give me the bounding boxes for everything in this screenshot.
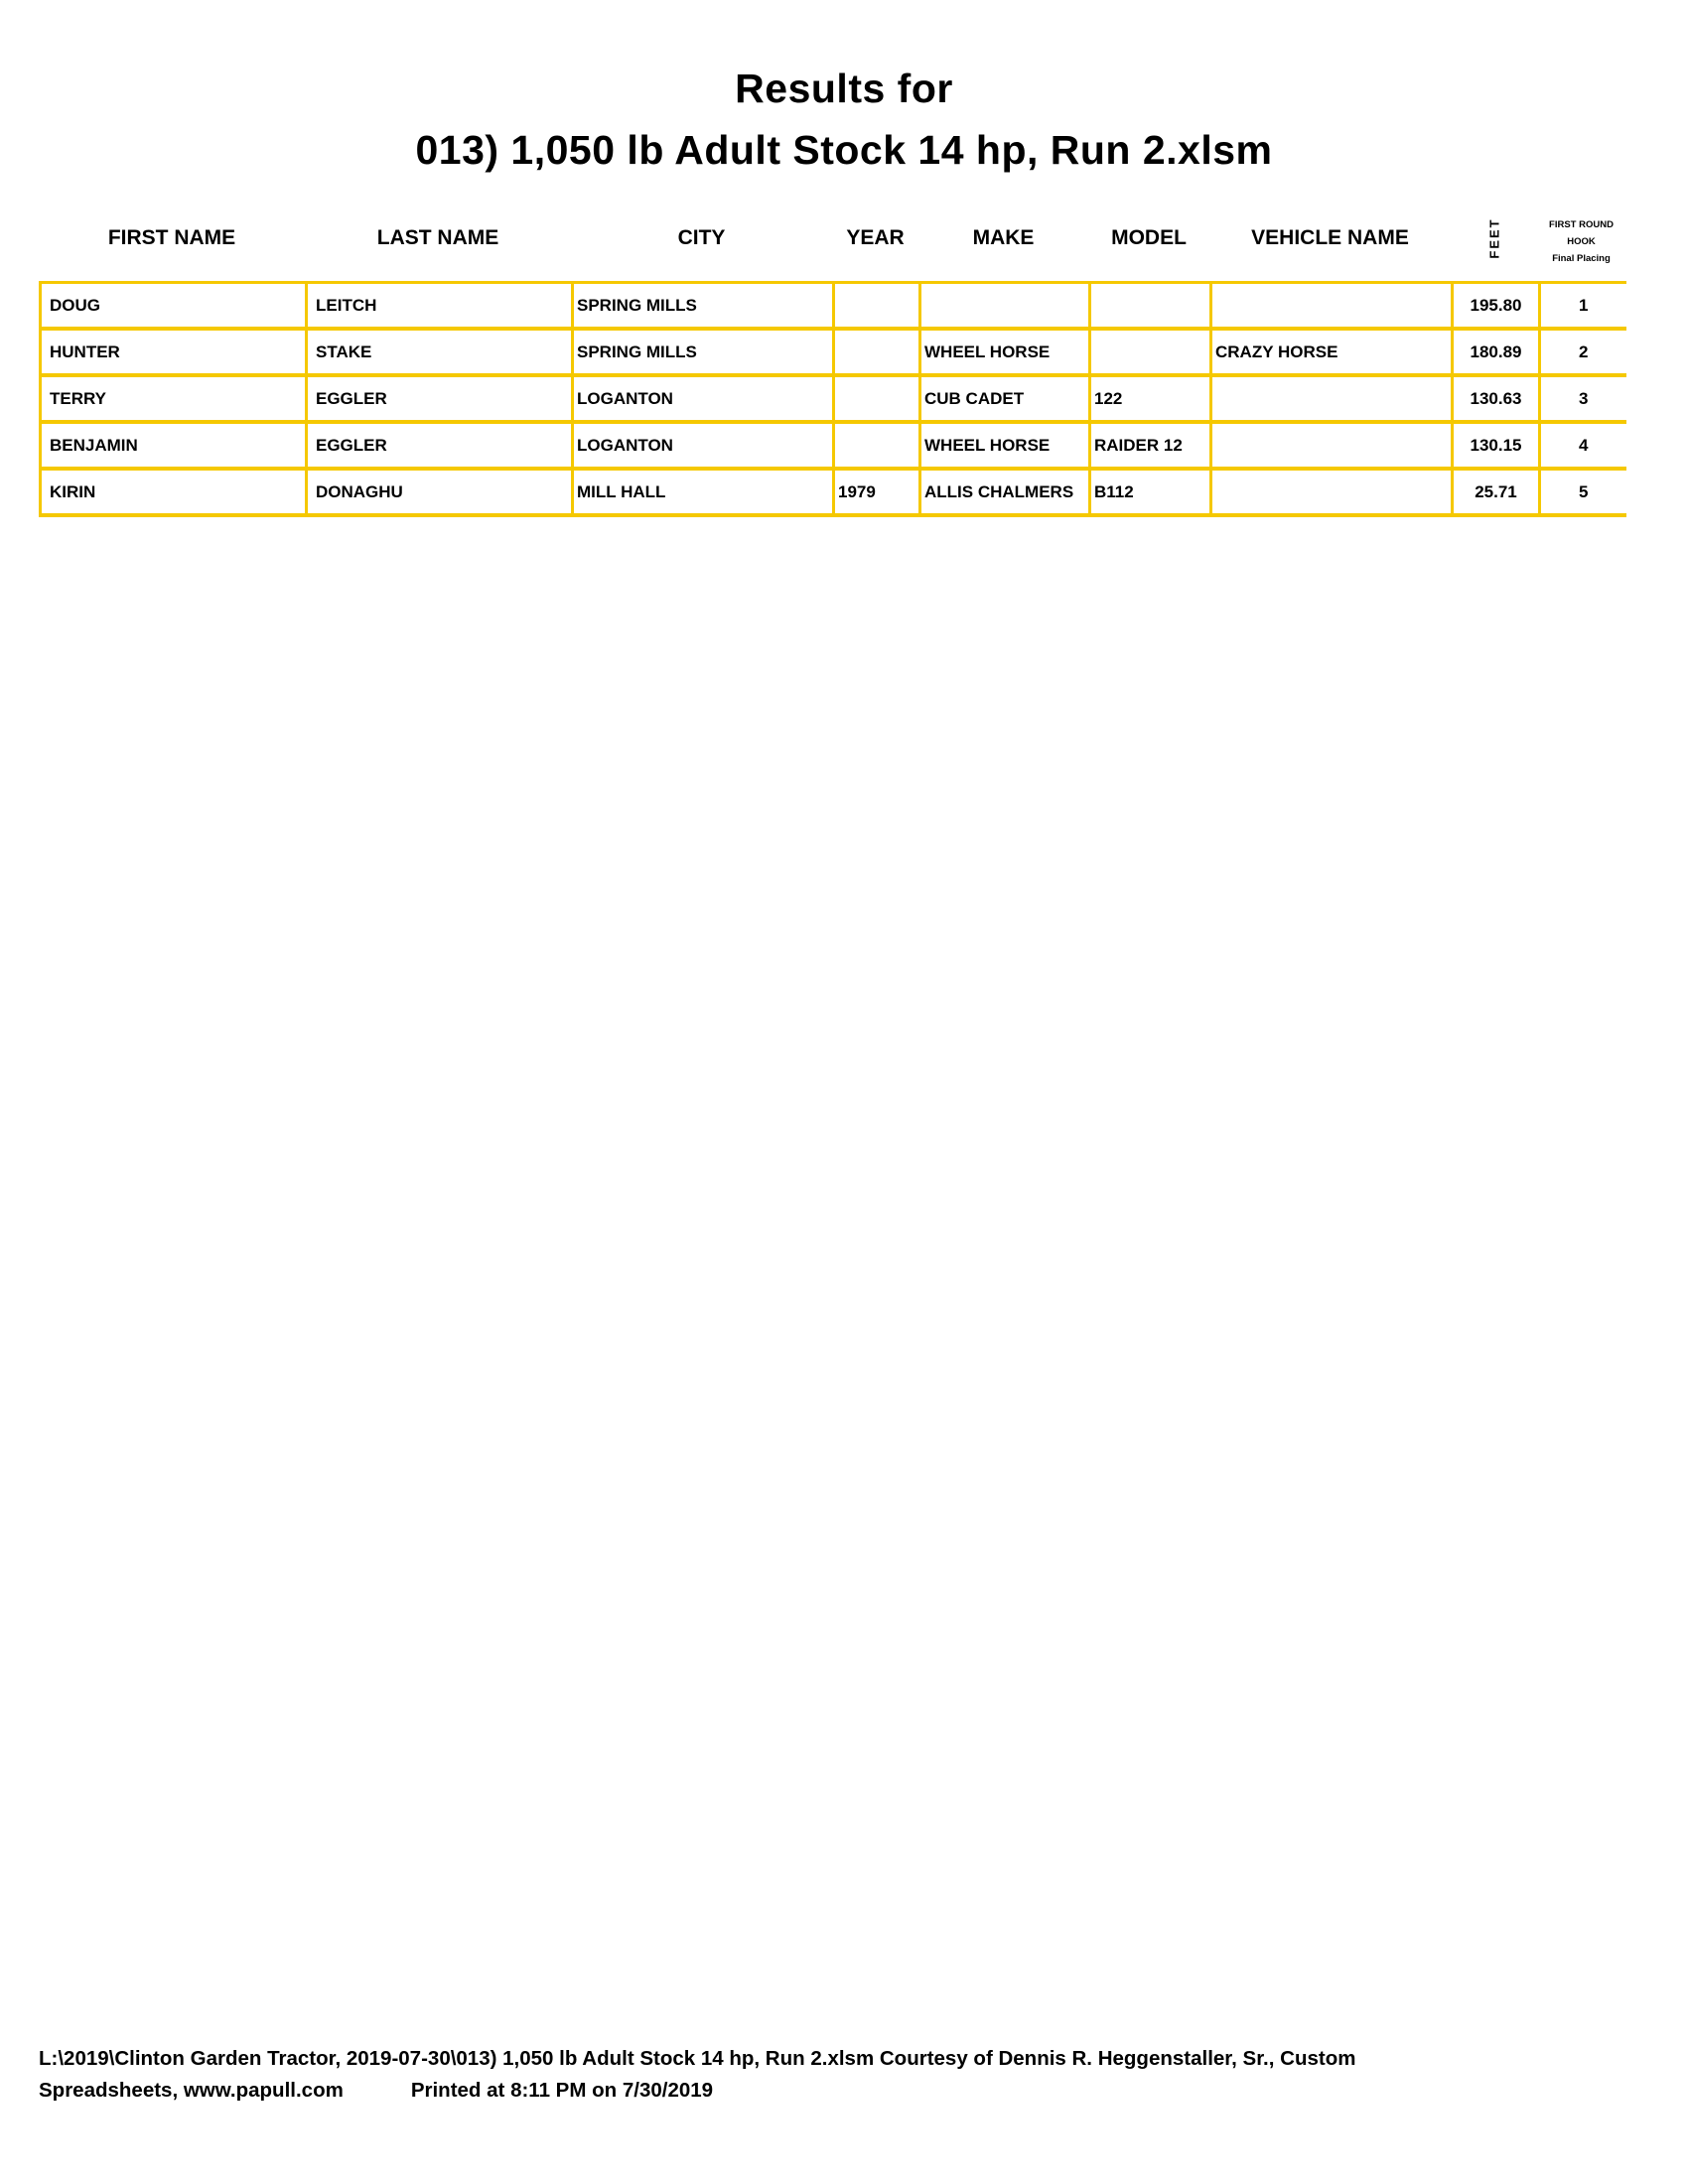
- cell-city: LOGANTON: [573, 375, 834, 422]
- cell-model: B112: [1090, 469, 1211, 515]
- header-first-name: FIRST NAME: [107, 226, 236, 249]
- cell-first: DOUG: [41, 283, 307, 330]
- header-first-round-hook: [1538, 216, 1624, 267]
- cell-city: SPRING MILLS: [573, 329, 834, 375]
- cell-first: BENJAMIN: [41, 422, 307, 469]
- cell-make: [920, 283, 1090, 330]
- cell-year: [834, 283, 920, 330]
- cell-make: WHEEL HORSE: [920, 329, 1090, 375]
- cell-first: HUNTER: [41, 329, 307, 375]
- cell-last: LEITCH: [307, 283, 573, 330]
- cell-city: MILL HALL: [573, 469, 834, 515]
- cell-model: [1090, 329, 1211, 375]
- table-row: [41, 375, 1626, 422]
- cell-year: 1979: [834, 469, 920, 515]
- cell-feet: 25.71: [1453, 469, 1540, 515]
- cell-place: 1: [1540, 283, 1626, 330]
- footer-line-2: [39, 2075, 1647, 2107]
- cell-make: WHEEL HORSE: [920, 422, 1090, 469]
- cell-vehicle: [1211, 375, 1453, 422]
- cell-last: DONAGHU: [307, 469, 573, 515]
- cell-last: EGGLER: [307, 375, 573, 422]
- cell-place: 2: [1540, 329, 1626, 375]
- cell-place: 5: [1540, 469, 1626, 515]
- footer: [39, 2043, 1647, 2107]
- cell-feet: 130.63: [1453, 375, 1540, 422]
- footer-printed-at: Printed at 8:11 PM on 7/30/2019: [410, 2079, 714, 2102]
- cell-model: 122: [1090, 375, 1211, 422]
- title-line-2: 013) 1,050 lb Adult Stock 14 hp, Run 2.xlsm: [415, 127, 1273, 173]
- cell-year: [834, 329, 920, 375]
- header-hook-line2: HOOK: [1567, 236, 1596, 247]
- cell-year: [834, 422, 920, 469]
- cell-model: RAIDER 12: [1090, 422, 1211, 469]
- table-row: [41, 329, 1626, 375]
- cell-feet: 180.89: [1453, 329, 1540, 375]
- cell-make: CUB CADET: [920, 375, 1090, 422]
- table-row: [41, 283, 1626, 330]
- footer-courtesy: Spreadsheets, www.papull.com: [39, 2079, 344, 2102]
- cell-last: STAKE: [307, 329, 573, 375]
- header-year: YEAR: [846, 226, 905, 249]
- cell-city: SPRING MILLS: [573, 283, 834, 330]
- title-line-1: Results for: [735, 66, 953, 111]
- cell-last: EGGLER: [307, 422, 573, 469]
- cell-city: LOGANTON: [573, 422, 834, 469]
- cell-feet: 195.80: [1453, 283, 1540, 330]
- header-vehicle-name: VEHICLE NAME: [1251, 226, 1409, 249]
- header-hook-line3: Final Placing: [1552, 253, 1611, 264]
- header-make: MAKE: [972, 226, 1035, 249]
- header-last-name: LAST NAME: [376, 226, 499, 249]
- cell-first: TERRY: [41, 375, 307, 422]
- footer-line-1: L:\2019\Clinton Garden Tractor, 2019-07-30\013) 1,050 lb Adult Stock 14 hp, Run 2.xlsm Courtesy of Dennis R. Heggenstaller, Sr., Custom: [39, 2047, 1356, 2070]
- cell-vehicle: CRAZY HORSE: [1211, 329, 1453, 375]
- cell-feet: 130.15: [1453, 422, 1540, 469]
- results-table: [39, 281, 1626, 517]
- cell-year: [834, 375, 920, 422]
- cell-model: [1090, 283, 1211, 330]
- cell-first: KIRIN: [41, 469, 307, 515]
- header-model: MODEL: [1111, 226, 1187, 249]
- cell-vehicle: [1211, 469, 1453, 515]
- cell-place: 3: [1540, 375, 1626, 422]
- table-row: [41, 469, 1626, 515]
- table-row: [41, 422, 1626, 469]
- cell-vehicle: [1211, 422, 1453, 469]
- header-hook-line1: FIRST ROUND: [1549, 219, 1614, 230]
- cell-place: 4: [1540, 422, 1626, 469]
- cell-vehicle: [1211, 283, 1453, 330]
- header-city: CITY: [677, 226, 726, 249]
- header-feet: FEET: [1486, 217, 1502, 259]
- cell-make: ALLIS CHALMERS: [920, 469, 1090, 515]
